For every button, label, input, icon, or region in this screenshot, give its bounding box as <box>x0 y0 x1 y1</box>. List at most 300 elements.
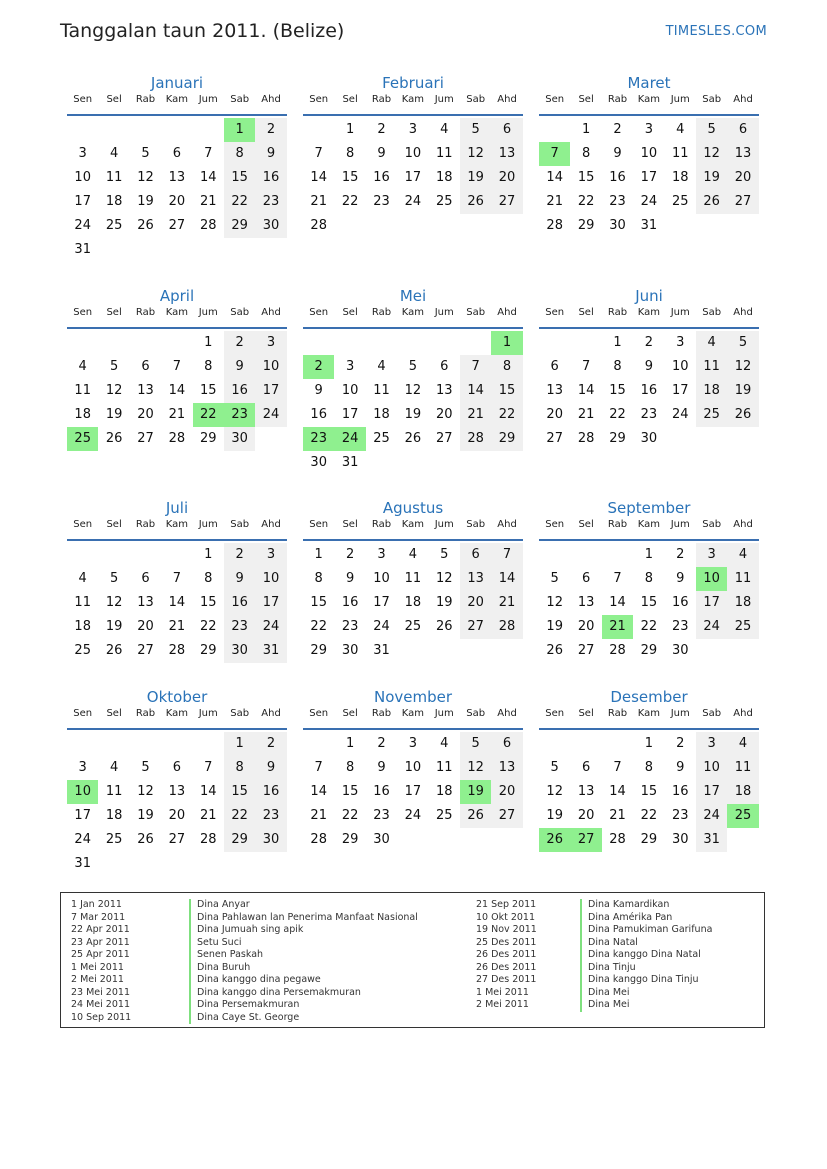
day-cell[interactable]: 29 <box>224 214 255 238</box>
day-cell[interactable]: 3 <box>255 331 286 355</box>
day-cell[interactable]: 15 <box>577 170 595 185</box>
day-cell[interactable]: 20 <box>491 780 522 804</box>
day-cell[interactable]: 3 <box>676 335 685 350</box>
day-cell[interactable]: 10 <box>640 146 658 161</box>
day-cell[interactable]: 22 <box>224 804 255 828</box>
day-cell[interactable]: 13 <box>491 756 522 780</box>
day-cell[interactable]: 10 <box>696 567 727 591</box>
day-cell[interactable]: 24 <box>640 194 658 209</box>
day-cell[interactable]: 21 <box>310 808 327 823</box>
day-cell[interactable]: 9 <box>644 359 653 374</box>
day-cell[interactable]: 3 <box>78 146 87 161</box>
day-cell[interactable]: 2 <box>613 122 622 137</box>
day-cell[interactable]: 2 <box>224 543 255 567</box>
day-cell[interactable]: 23 <box>671 619 689 634</box>
day-cell[interactable]: 7 <box>581 359 591 374</box>
day-cell[interactable]: 30 <box>609 218 626 233</box>
day-cell[interactable]: 1 <box>224 732 255 756</box>
day-cell[interactable]: 16 <box>640 383 658 398</box>
day-cell[interactable]: 30 <box>224 639 255 663</box>
day-cell[interactable]: 4 <box>109 760 119 775</box>
day-cell[interactable]: 12 <box>404 383 422 398</box>
day-cell[interactable]: 19 <box>460 780 491 804</box>
day-cell[interactable]: 11 <box>435 146 453 161</box>
day-cell[interactable]: 25 <box>435 194 453 209</box>
day-cell[interactable]: 9 <box>224 355 255 379</box>
day-cell[interactable]: 18 <box>373 407 390 422</box>
day-cell[interactable]: 27 <box>727 190 758 214</box>
day-cell[interactable]: 15 <box>491 379 522 403</box>
day-cell[interactable]: 28 <box>310 832 327 847</box>
day-cell[interactable]: 13 <box>577 595 595 610</box>
day-cell[interactable]: 16 <box>224 591 255 615</box>
day-cell[interactable]: 26 <box>727 403 758 427</box>
day-cell[interactable]: 18 <box>105 808 123 823</box>
day-cell[interactable]: 14 <box>577 383 595 398</box>
day-cell[interactable]: 15 <box>199 383 217 398</box>
day-cell[interactable]: 28 <box>168 643 186 658</box>
day-cell[interactable]: 14 <box>609 595 626 610</box>
day-cell[interactable]: 22 <box>640 619 658 634</box>
day-cell[interactable]: 24 <box>404 808 422 823</box>
day-cell[interactable]: 29 <box>609 431 626 446</box>
day-cell[interactable]: 10 <box>255 567 286 591</box>
day-cell[interactable]: 1 <box>644 547 653 562</box>
day-cell[interactable]: 14 <box>168 383 186 398</box>
day-cell[interactable]: 4 <box>440 736 449 751</box>
day-cell[interactable]: 31 <box>255 639 286 663</box>
day-cell[interactable]: 20 <box>460 591 491 615</box>
day-cell[interactable]: 28 <box>609 832 626 847</box>
day-cell[interactable]: 2 <box>377 736 386 751</box>
day-cell[interactable]: 6 <box>172 760 181 775</box>
day-cell[interactable]: 16 <box>224 379 255 403</box>
day-cell[interactable]: 21 <box>609 808 626 823</box>
day-cell[interactable]: 15 <box>640 784 658 799</box>
day-cell[interactable]: 31 <box>341 455 359 470</box>
day-cell[interactable]: 2 <box>255 732 286 756</box>
day-cell[interactable]: 18 <box>727 591 758 615</box>
day-cell[interactable]: 13 <box>168 784 186 799</box>
day-cell[interactable]: 27 <box>137 643 154 658</box>
day-cell[interactable]: 26 <box>460 804 491 828</box>
day-cell[interactable]: 28 <box>460 427 491 451</box>
day-cell[interactable]: 2 <box>377 122 386 137</box>
day-cell[interactable]: 15 <box>341 784 359 799</box>
day-cell[interactable]: 1 <box>345 736 355 751</box>
day-cell[interactable]: 13 <box>137 595 154 610</box>
day-cell[interactable]: 26 <box>435 619 453 634</box>
day-cell[interactable]: 1 <box>644 736 653 751</box>
day-cell[interactable]: 16 <box>255 780 286 804</box>
day-cell[interactable]: 9 <box>676 571 685 586</box>
day-cell[interactable]: 28 <box>491 615 522 639</box>
day-cell[interactable]: 8 <box>644 571 653 586</box>
day-cell[interactable]: 22 <box>341 808 359 823</box>
day-cell[interactable]: 30 <box>310 455 327 470</box>
day-cell[interactable]: 25 <box>671 194 689 209</box>
day-cell[interactable]: 14 <box>491 567 522 591</box>
day-cell[interactable]: 8 <box>581 146 591 161</box>
day-cell[interactable]: 17 <box>341 407 359 422</box>
day-cell[interactable]: 11 <box>435 760 453 775</box>
day-cell[interactable]: 19 <box>696 166 727 190</box>
day-cell[interactable]: 8 <box>644 760 653 775</box>
day-cell[interactable]: 30 <box>671 643 689 658</box>
day-cell[interactable]: 4 <box>377 359 386 374</box>
day-cell[interactable]: 13 <box>491 142 522 166</box>
day-cell[interactable]: 13 <box>168 170 186 185</box>
site-link[interactable]: TIMESLES.COM <box>665 24 767 39</box>
day-cell[interactable]: 18 <box>727 780 758 804</box>
day-cell[interactable]: 26 <box>546 643 563 658</box>
day-cell[interactable]: 19 <box>105 619 123 634</box>
day-cell[interactable]: 4 <box>78 359 87 374</box>
day-cell[interactable]: 5 <box>727 331 758 355</box>
day-cell[interactable]: 11 <box>727 567 758 591</box>
day-cell[interactable]: 23 <box>224 615 255 639</box>
day-cell[interactable]: 26 <box>539 828 570 852</box>
day-cell[interactable]: 16 <box>310 407 327 422</box>
day-cell[interactable]: 19 <box>137 194 154 209</box>
day-cell[interactable]: 25 <box>696 403 727 427</box>
day-cell[interactable]: 5 <box>109 571 119 586</box>
day-cell[interactable]: 25 <box>727 804 758 828</box>
day-cell[interactable]: 7 <box>204 146 213 161</box>
day-cell[interactable]: 20 <box>577 808 595 823</box>
day-cell[interactable]: 31 <box>696 828 727 852</box>
day-cell[interactable]: 1 <box>345 122 355 137</box>
day-cell[interactable]: 17 <box>255 591 286 615</box>
day-cell[interactable]: 20 <box>137 619 154 634</box>
day-cell[interactable]: 26 <box>105 643 123 658</box>
day-cell[interactable]: 24 <box>334 427 365 451</box>
day-cell[interactable]: 10 <box>404 760 422 775</box>
day-cell[interactable]: 26 <box>105 431 123 446</box>
day-cell[interactable]: 19 <box>105 407 123 422</box>
day-cell[interactable]: 25 <box>404 619 422 634</box>
day-cell[interactable]: 26 <box>137 218 154 233</box>
day-cell[interactable]: 5 <box>141 146 150 161</box>
day-cell[interactable]: 29 <box>640 643 658 658</box>
day-cell[interactable]: 21 <box>491 591 522 615</box>
day-cell[interactable]: 1 <box>204 547 213 562</box>
day-cell[interactable]: 17 <box>404 784 422 799</box>
day-cell[interactable]: 18 <box>696 379 727 403</box>
day-cell[interactable]: 2 <box>303 355 334 379</box>
day-cell[interactable]: 7 <box>314 146 323 161</box>
day-cell[interactable]: 16 <box>671 784 689 799</box>
day-cell[interactable]: 24 <box>671 407 689 422</box>
day-cell[interactable]: 23 <box>341 619 359 634</box>
day-cell[interactable]: 13 <box>727 142 758 166</box>
day-cell[interactable]: 1 <box>613 335 622 350</box>
day-cell[interactable]: 6 <box>141 571 150 586</box>
day-cell[interactable]: 12 <box>460 142 491 166</box>
day-cell[interactable]: 8 <box>491 355 522 379</box>
day-cell[interactable]: 27 <box>546 431 563 446</box>
day-cell[interactable]: 15 <box>341 170 359 185</box>
day-cell[interactable]: 5 <box>408 359 417 374</box>
day-cell[interactable]: 27 <box>168 218 186 233</box>
day-cell[interactable]: 17 <box>74 194 91 209</box>
day-cell[interactable]: 18 <box>74 407 91 422</box>
day-cell[interactable]: 28 <box>546 218 563 233</box>
day-cell[interactable]: 17 <box>74 808 91 823</box>
day-cell[interactable]: 21 <box>577 407 595 422</box>
day-cell[interactable]: 5 <box>141 760 150 775</box>
day-cell[interactable]: 6 <box>581 571 591 586</box>
day-cell[interactable]: 5 <box>440 547 449 562</box>
day-cell[interactable]: 17 <box>640 170 658 185</box>
day-cell[interactable]: 3 <box>345 359 355 374</box>
day-cell[interactable]: 19 <box>137 808 154 823</box>
day-cell[interactable]: 28 <box>609 643 626 658</box>
day-cell[interactable]: 24 <box>74 832 91 847</box>
day-cell[interactable]: 22 <box>310 619 327 634</box>
day-cell[interactable]: 10 <box>255 355 286 379</box>
day-cell[interactable]: 27 <box>168 832 186 847</box>
day-cell[interactable]: 2 <box>676 547 685 562</box>
day-cell[interactable]: 6 <box>460 543 491 567</box>
day-cell[interactable]: 24 <box>696 615 727 639</box>
day-cell[interactable]: 2 <box>224 331 255 355</box>
day-cell[interactable]: 27 <box>491 804 522 828</box>
day-cell[interactable]: 13 <box>435 383 453 398</box>
day-cell[interactable]: 25 <box>105 218 123 233</box>
day-cell[interactable]: 24 <box>255 615 286 639</box>
day-cell[interactable]: 30 <box>671 832 689 847</box>
day-cell[interactable]: 21 <box>460 403 491 427</box>
day-cell[interactable]: 25 <box>435 808 453 823</box>
day-cell[interactable]: 16 <box>373 784 390 799</box>
day-cell[interactable]: 9 <box>676 760 685 775</box>
day-cell[interactable]: 29 <box>577 218 595 233</box>
day-cell[interactable]: 17 <box>373 595 390 610</box>
day-cell[interactable]: 29 <box>199 643 217 658</box>
day-cell[interactable]: 7 <box>204 760 213 775</box>
day-cell[interactable]: 21 <box>199 808 217 823</box>
day-cell[interactable]: 11 <box>727 756 758 780</box>
day-cell[interactable]: 6 <box>141 359 150 374</box>
day-cell[interactable]: 21 <box>168 619 186 634</box>
day-cell[interactable]: 6 <box>440 359 449 374</box>
day-cell[interactable]: 11 <box>373 383 390 398</box>
day-cell[interactable]: 15 <box>609 383 626 398</box>
day-cell[interactable]: 12 <box>460 756 491 780</box>
day-cell[interactable]: 14 <box>199 170 217 185</box>
day-cell[interactable]: 23 <box>609 194 626 209</box>
day-cell[interactable]: 10 <box>341 383 359 398</box>
day-cell[interactable]: 7 <box>613 760 622 775</box>
day-cell[interactable]: 23 <box>224 403 255 427</box>
day-cell[interactable]: 9 <box>224 567 255 591</box>
day-cell[interactable]: 2 <box>345 547 355 562</box>
day-cell[interactable]: 12 <box>696 142 727 166</box>
day-cell[interactable]: 10 <box>696 756 727 780</box>
day-cell[interactable]: 14 <box>310 170 327 185</box>
day-cell[interactable]: 9 <box>613 146 622 161</box>
day-cell[interactable]: 27 <box>460 615 491 639</box>
day-cell[interactable]: 2 <box>676 736 685 751</box>
day-cell[interactable]: 10 <box>74 170 91 185</box>
day-cell[interactable]: 13 <box>546 383 563 398</box>
day-cell[interactable]: 22 <box>224 190 255 214</box>
day-cell[interactable]: 3 <box>377 547 386 562</box>
day-cell[interactable]: 17 <box>255 379 286 403</box>
day-cell[interactable]: 6 <box>491 732 522 756</box>
day-cell[interactable]: 6 <box>172 146 181 161</box>
day-cell[interactable]: 14 <box>546 170 563 185</box>
day-cell[interactable]: 9 <box>255 756 286 780</box>
day-cell[interactable]: 10 <box>373 571 390 586</box>
day-cell[interactable]: 4 <box>676 122 685 137</box>
day-cell[interactable]: 28 <box>577 431 595 446</box>
day-cell[interactable]: 30 <box>255 214 286 238</box>
day-cell[interactable]: 7 <box>460 355 491 379</box>
day-cell[interactable]: 11 <box>696 355 727 379</box>
day-cell[interactable]: 21 <box>546 194 563 209</box>
day-cell[interactable]: 4 <box>78 571 87 586</box>
day-cell[interactable]: 7 <box>172 571 181 586</box>
day-cell[interactable]: 5 <box>460 118 491 142</box>
day-cell[interactable]: 8 <box>314 571 323 586</box>
day-cell[interactable]: 4 <box>408 547 417 562</box>
day-cell[interactable]: 22 <box>577 194 595 209</box>
day-cell[interactable]: 28 <box>199 832 217 847</box>
day-cell[interactable]: 12 <box>137 784 154 799</box>
day-cell[interactable]: 21 <box>199 194 217 209</box>
day-cell[interactable]: 3 <box>408 122 417 137</box>
day-cell[interactable]: 7 <box>172 359 181 374</box>
day-cell[interactable]: 1 <box>581 122 591 137</box>
day-cell[interactable]: 15 <box>199 595 217 610</box>
day-cell[interactable]: 21 <box>310 194 327 209</box>
day-cell[interactable]: 19 <box>546 619 563 634</box>
day-cell[interactable]: 14 <box>168 595 186 610</box>
day-cell[interactable]: 3 <box>408 736 417 751</box>
day-cell[interactable]: 19 <box>404 407 422 422</box>
day-cell[interactable]: 8 <box>345 760 355 775</box>
day-cell[interactable]: 17 <box>404 170 422 185</box>
day-cell[interactable]: 30 <box>373 832 390 847</box>
day-cell[interactable]: 27 <box>435 431 453 446</box>
day-cell[interactable]: 13 <box>460 567 491 591</box>
day-cell[interactable]: 6 <box>581 760 591 775</box>
day-cell[interactable]: 8 <box>224 142 255 166</box>
day-cell[interactable]: 26 <box>404 431 422 446</box>
day-cell[interactable]: 11 <box>105 784 123 799</box>
day-cell[interactable]: 23 <box>373 194 390 209</box>
day-cell[interactable]: 7 <box>539 142 570 166</box>
day-cell[interactable]: 25 <box>373 431 390 446</box>
day-cell[interactable]: 15 <box>224 166 255 190</box>
day-cell[interactable]: 30 <box>224 427 255 451</box>
day-cell[interactable]: 18 <box>671 170 689 185</box>
day-cell[interactable]: 4 <box>696 331 727 355</box>
day-cell[interactable]: 15 <box>310 595 327 610</box>
day-cell[interactable]: 9 <box>377 146 386 161</box>
day-cell[interactable]: 8 <box>204 359 213 374</box>
day-cell[interactable]: 31 <box>74 242 91 257</box>
day-cell[interactable]: 26 <box>137 832 154 847</box>
day-cell[interactable]: 13 <box>137 383 154 398</box>
day-cell[interactable]: 1 <box>224 118 255 142</box>
day-cell[interactable]: 18 <box>105 194 123 209</box>
day-cell[interactable]: 10 <box>404 146 422 161</box>
day-cell[interactable]: 25 <box>105 832 123 847</box>
day-cell[interactable]: 20 <box>435 407 453 422</box>
day-cell[interactable]: 10 <box>67 780 98 804</box>
day-cell[interactable]: 25 <box>74 643 91 658</box>
day-cell[interactable]: 8 <box>345 146 355 161</box>
day-cell[interactable]: 24 <box>255 403 286 427</box>
day-cell[interactable]: 6 <box>491 118 522 142</box>
day-cell[interactable]: 20 <box>168 808 186 823</box>
day-cell[interactable]: 8 <box>204 571 213 586</box>
day-cell[interactable]: 3 <box>696 732 727 756</box>
day-cell[interactable]: 18 <box>74 619 91 634</box>
day-cell[interactable]: 23 <box>255 190 286 214</box>
day-cell[interactable]: 3 <box>696 543 727 567</box>
day-cell[interactable]: 5 <box>460 732 491 756</box>
day-cell[interactable]: 24 <box>74 218 91 233</box>
day-cell[interactable]: 16 <box>341 595 359 610</box>
day-cell[interactable]: 24 <box>404 194 422 209</box>
day-cell[interactable]: 22 <box>341 194 359 209</box>
day-cell[interactable]: 30 <box>341 643 359 658</box>
day-cell[interactable]: 17 <box>671 383 689 398</box>
day-cell[interactable]: 16 <box>255 166 286 190</box>
day-cell[interactable]: 7 <box>491 543 522 567</box>
day-cell[interactable]: 27 <box>491 190 522 214</box>
day-cell[interactable]: 21 <box>602 615 633 639</box>
day-cell[interactable]: 5 <box>696 118 727 142</box>
day-cell[interactable]: 28 <box>199 218 217 233</box>
day-cell[interactable]: 22 <box>199 619 217 634</box>
day-cell[interactable]: 21 <box>168 407 186 422</box>
day-cell[interactable]: 31 <box>373 643 390 658</box>
day-cell[interactable]: 4 <box>727 543 758 567</box>
day-cell[interactable]: 16 <box>373 170 390 185</box>
day-cell[interactable]: 13 <box>577 784 595 799</box>
day-cell[interactable]: 17 <box>696 780 727 804</box>
day-cell[interactable]: 16 <box>609 170 626 185</box>
day-cell[interactable]: 1 <box>204 335 213 350</box>
day-cell[interactable]: 18 <box>435 784 453 799</box>
day-cell[interactable]: 20 <box>577 619 595 634</box>
day-cell[interactable]: 19 <box>460 166 491 190</box>
day-cell[interactable]: 14 <box>609 784 626 799</box>
day-cell[interactable]: 29 <box>199 431 217 446</box>
day-cell[interactable]: 10 <box>671 359 689 374</box>
day-cell[interactable]: 31 <box>74 856 91 871</box>
day-cell[interactable]: 9 <box>345 571 355 586</box>
day-cell[interactable]: 11 <box>404 571 422 586</box>
day-cell[interactable]: 31 <box>640 218 658 233</box>
day-cell[interactable]: 11 <box>671 146 689 161</box>
day-cell[interactable]: 28 <box>310 218 327 233</box>
day-cell[interactable]: 27 <box>577 643 595 658</box>
day-cell[interactable]: 3 <box>255 543 286 567</box>
day-cell[interactable]: 23 <box>255 804 286 828</box>
day-cell[interactable]: 20 <box>546 407 563 422</box>
day-cell[interactable]: 4 <box>440 122 449 137</box>
day-cell[interactable]: 5 <box>550 760 559 775</box>
day-cell[interactable]: 6 <box>727 118 758 142</box>
day-cell[interactable]: 4 <box>109 146 119 161</box>
day-cell[interactable]: 12 <box>546 595 563 610</box>
